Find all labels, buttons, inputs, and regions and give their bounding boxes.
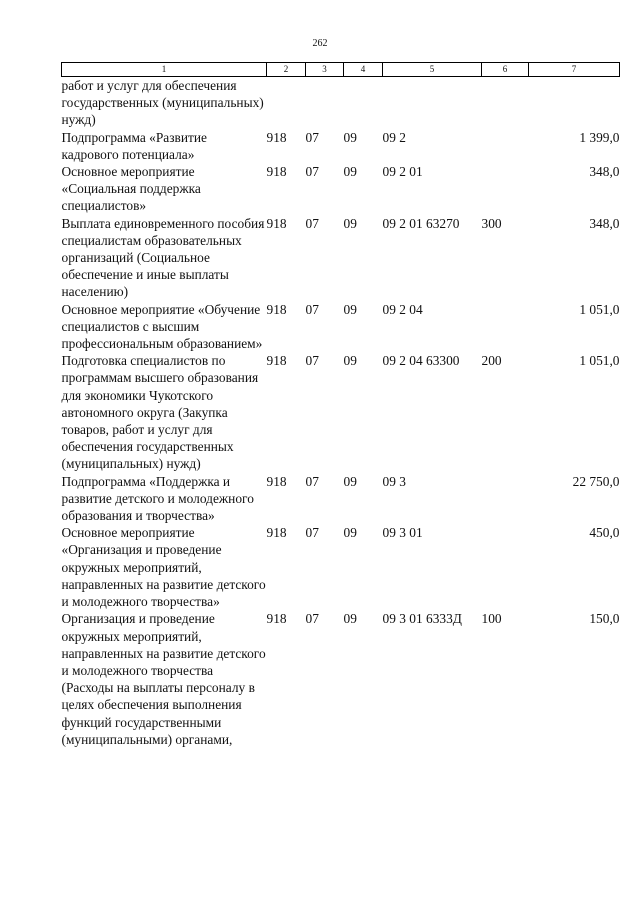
section-code: 07 [305,301,319,317]
expense-type-code [482,301,529,353]
section-code: 07 [305,525,319,541]
table-row [62,610,620,748]
amount: 150,0 [589,611,620,627]
table-row [62,215,620,301]
expense-type-code [482,77,529,129]
line-item-name: Подготовка специалистов по программам высшего образования для экономики Чукотского автономного округа (Закупка товаров, работ и услуг для обеспечения государственных (муниципальных) нужд) [61,353,259,472]
amount: 22 750,0 [572,473,620,489]
subsection-code: 09 [343,215,357,231]
admin-code: 918 [266,611,287,627]
admin-code: 918 [266,215,287,231]
subsection-code: 09 [343,525,357,541]
target-article-code: 09 2 [382,129,406,145]
subsection-code: 09 [343,129,357,145]
target-article-code: 09 2 04 [382,301,423,317]
amount: 348,0 [589,164,620,180]
section-code: 07 [305,215,319,231]
expense-type-code [482,163,529,215]
subsection-code: 09 [343,353,357,369]
amount: 450,0 [589,525,620,541]
amount: 1 051,0 [579,301,620,317]
column-header: 3 [306,63,344,77]
section-code: 07 [305,473,319,489]
expense-type-code [482,129,529,163]
subsection-code [344,77,383,129]
column-header: 2 [267,63,306,77]
subsection-code: 09 [343,164,357,180]
admin-code: 918 [266,301,287,317]
line-item-name: Выплата единовременного пособия специалистам образовательных организаций (Социальное обеспечение и иные выплаты населению) [61,215,265,300]
column-number-row [62,63,620,77]
admin-code: 918 [266,353,287,369]
section-code: 07 [305,129,319,145]
line-item-name: Подпрограмма «Поддержка и развитие детского и молодежного образования и творчества» [61,473,254,524]
table-row [62,352,620,472]
target-article-code: 09 2 04 63300 [382,353,460,369]
column-header: 1 [62,63,267,77]
line-item-name: работ и услуг для обеспечения государственных (муниципальных) нужд) [61,78,264,128]
table-row [62,129,620,163]
expense-type-code [482,524,529,610]
column-header: 7 [529,63,620,77]
admin-code: 918 [266,129,287,145]
section-code: 07 [305,611,319,627]
target-article-code [383,77,482,129]
subsection-code: 09 [343,473,357,489]
budget-table [61,62,620,748]
section-code: 07 [305,353,319,369]
line-item-name: Основное мероприятие «Обучение специалистов с высшим профессиональным образованием» [61,301,263,352]
line-item-name: Подпрограмма «Развитие кадрового потенциала» [61,129,207,162]
target-article-code: 09 2 01 63270 [382,215,460,231]
admin-code: 918 [266,525,287,541]
column-header: 4 [344,63,383,77]
section-code: 07 [305,164,319,180]
section-code [306,77,344,129]
amount [529,77,620,129]
column-header: 6 [482,63,529,77]
target-article-code: 09 3 01 6333Д [382,611,462,627]
column-header: 5 [383,63,482,77]
line-item-name: Организация и проведение окружных мероприятий, направленных на развитие детского и молодежного творчества (Расходы на выплаты персоналу в целях обеспечения выполнения функций государственными (муниципальными) органами, [61,611,266,747]
target-article-code: 09 3 [382,473,406,489]
expense-type-code: 200 [481,353,502,369]
table-row [62,524,620,610]
line-item-name: Основное мероприятие «Социальная поддержка специалистов» [61,164,201,214]
expense-type-code: 300 [481,215,502,231]
table-row [62,77,620,129]
table-row [62,473,620,525]
target-article-code: 09 3 01 [382,525,423,541]
target-article-code: 09 2 01 [382,164,423,180]
table-row [62,163,620,215]
amount: 1 051,0 [579,353,620,369]
table-row [62,301,620,353]
admin-code [267,77,306,129]
subsection-code: 09 [343,301,357,317]
amount: 348,0 [589,215,620,231]
table-body [62,77,620,748]
subsection-code: 09 [343,611,357,627]
expense-type-code [482,473,529,525]
expense-type-code: 100 [481,611,502,627]
page-number: 262 [312,38,328,49]
line-item-name: Основное мероприятие «Организация и проведение окружных мероприятий, направленных на развитие детского и молодежного творчества» [61,525,266,610]
admin-code: 918 [266,473,287,489]
admin-code: 918 [266,164,287,180]
amount: 1 399,0 [579,129,620,145]
